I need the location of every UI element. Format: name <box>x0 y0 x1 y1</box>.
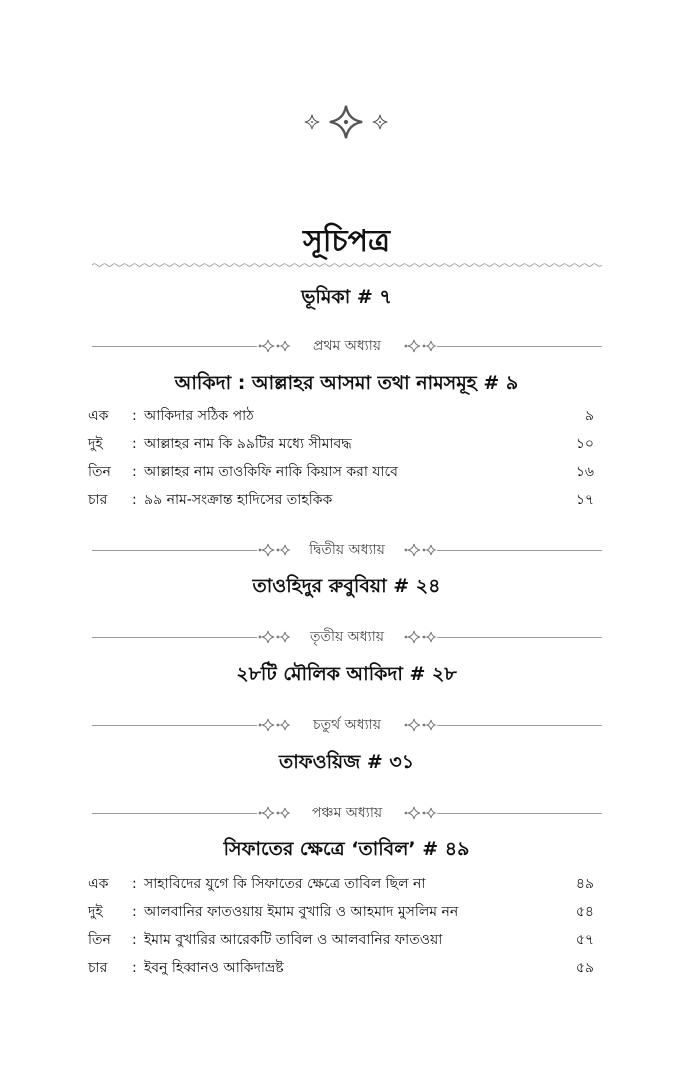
entry-page: ৯ <box>584 408 594 424</box>
entry-title: আল্লাহর নাম কি ৯৯টির মধ্যে সীমাবদ্ধ <box>144 436 352 452</box>
ornament-icon <box>403 338 437 354</box>
entry-title: ৯৯ নাম-সংক্রান্ত হাদিসের তাহকিক <box>144 492 333 508</box>
entry-number: চার <box>88 492 108 508</box>
entry-number: তিন <box>88 932 111 948</box>
entry-page: ১৭ <box>575 492 594 508</box>
entry-title: আল্লাহর নাম তাওকিফি নাকি কিয়াস করা যাবে <box>144 464 398 480</box>
toc-entry <box>88 927 594 953</box>
entry-page: ৫৪ <box>575 904 594 920</box>
entry-title: সাহাবিদের যুগে কি সিফাতের ক্ষেত্রে তাবিল ছিল না <box>144 876 426 892</box>
entry-number: এক <box>88 876 109 892</box>
chapter-label: তৃতীয় অধ্যায় <box>309 629 385 645</box>
entry-colon: : <box>132 960 137 976</box>
entry-page: ৪৯ <box>575 876 594 892</box>
entry-page: ১০ <box>575 436 594 452</box>
ornament-icon <box>257 338 291 354</box>
chapter-heading: ২৮টি মৌলিক আকিদা # ২৮ <box>236 663 457 685</box>
entry-number: দুই <box>88 904 103 920</box>
diamond-ornament-icon <box>296 100 396 144</box>
chapter-heading: সিফাতের ক্ষেত্রে ‘তাবিল’ # ৪৯ <box>223 838 470 860</box>
toc-entry <box>88 899 594 925</box>
chapter-heading: আকিদা : আল্লাহর আসমা তথা নামসমূহ # ৯ <box>174 372 519 394</box>
toc-entry <box>88 403 594 429</box>
toc-entry <box>88 459 594 485</box>
chapter-label: দ্বিতীয় অধ্যায় <box>309 542 385 558</box>
ornament-icon <box>403 629 437 645</box>
chapter-divider <box>92 539 602 561</box>
entry-colon: : <box>132 436 137 452</box>
entry-number: তিন <box>88 464 111 480</box>
chapter-heading: তাফওয়িজ # ৩১ <box>278 751 415 773</box>
preface-heading: ভূমিকা # ৭ <box>301 286 392 308</box>
wavy-rule <box>92 262 602 268</box>
entry-colon: : <box>132 464 137 480</box>
entry-title: ইমাম বুখারির আরেকটি তাবিল ও আলবানির ফাতওয়া <box>144 932 443 948</box>
divider-line <box>437 637 602 638</box>
ornament-icon <box>257 717 291 733</box>
divider-line <box>437 550 602 551</box>
entry-number: এক <box>88 408 109 424</box>
chapter-label: চতুর্থ অধ্যায় <box>313 717 381 733</box>
entry-colon: : <box>132 408 137 424</box>
entry-page: ১৬ <box>575 464 594 480</box>
page-title: সূচিপত্র <box>303 224 390 259</box>
chapter-label: প্রথম অধ্যায় <box>312 338 382 354</box>
chapter-divider <box>92 802 602 824</box>
ornament-icon <box>257 805 291 821</box>
entry-page: ৫৭ <box>575 932 594 948</box>
entry-title: আলবানির ফাতওয়ায় ইমাম বুখারি ও আহমাদ মুসলিম নন <box>144 904 459 920</box>
toc-entry <box>88 871 594 897</box>
ornament-icon <box>403 542 437 558</box>
entry-colon: : <box>132 492 137 508</box>
divider-line <box>437 813 602 814</box>
divider-line <box>92 813 257 814</box>
entry-colon: : <box>132 904 137 920</box>
entry-colon: : <box>132 876 137 892</box>
ornament-icon <box>403 717 437 733</box>
ornament-icon <box>257 629 291 645</box>
chapter-label: পঞ্চম অধ্যায় <box>311 805 383 821</box>
entry-number: দুই <box>88 436 103 452</box>
divider-line <box>437 346 602 347</box>
divider-line <box>437 725 602 726</box>
entry-page: ৫৯ <box>575 960 594 976</box>
divider-line <box>92 550 257 551</box>
divider-line <box>92 346 257 347</box>
entry-title: আকিদার সঠিক পাঠ <box>144 408 254 424</box>
ornament-icon <box>403 805 437 821</box>
toc-entry <box>88 955 594 981</box>
ornament-icon <box>257 542 291 558</box>
chapter-heading: তাওহিদুর রুবুবিয়া # ২৪ <box>252 575 441 597</box>
toc-entry <box>88 487 594 513</box>
chapter-divider <box>92 335 602 357</box>
toc-entry <box>88 431 594 457</box>
entry-title: ইবনু হিব্বানও আকিদাভ্রষ্ট <box>144 960 284 976</box>
divider-line <box>92 725 257 726</box>
divider-line <box>92 637 257 638</box>
entry-number: চার <box>88 960 108 976</box>
entry-colon: : <box>132 932 137 948</box>
chapter-divider <box>92 626 602 648</box>
chapter-divider <box>92 714 602 736</box>
